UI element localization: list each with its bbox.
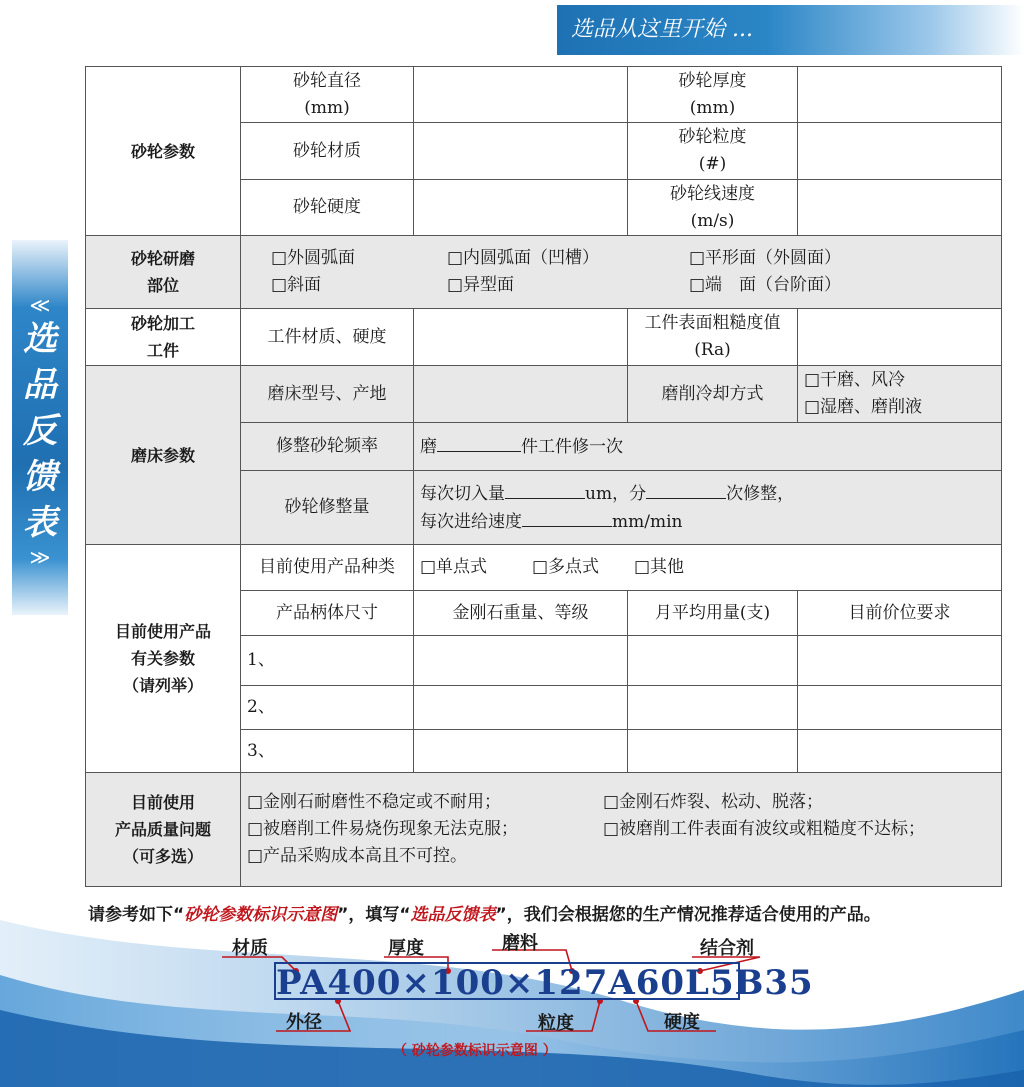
diagram-caption: （ 砂轮参数标识示意图 ） bbox=[393, 1043, 557, 1059]
text: 请参考如下“ bbox=[88, 905, 185, 925]
col-header: 月平均用量(支) bbox=[628, 591, 798, 636]
checkbox-option[interactable]: □多点式 bbox=[532, 557, 600, 577]
table-cell[interactable] bbox=[414, 730, 628, 773]
instruction-note bbox=[88, 900, 881, 925]
label-hardness-tag: 硬度 bbox=[664, 1012, 700, 1033]
label-grit: 砂轮粒度 (#) bbox=[628, 123, 798, 180]
label-workpiece: 工件材质、硬度 bbox=[241, 309, 414, 366]
cooling-options bbox=[798, 366, 1002, 423]
section-workpiece: 砂轮加工 工件 bbox=[86, 309, 241, 366]
col-header: 金刚石重量、等级 bbox=[414, 591, 628, 636]
text: um，分 bbox=[585, 483, 647, 504]
side-char: 反 bbox=[23, 411, 57, 451]
checkbox-option[interactable]: □湿磨、磨削液 bbox=[804, 397, 923, 417]
dress-frequency-field bbox=[414, 423, 1002, 471]
checkbox-option[interactable]: □被磨削工件表面有波纹或粗糙度不达标； bbox=[603, 819, 926, 839]
label-outer-tag: 外径 bbox=[286, 1012, 322, 1033]
section-grinder-params: 磨床参数 bbox=[86, 366, 241, 545]
field-diameter[interactable] bbox=[414, 67, 628, 123]
col-header: 目前价位要求 bbox=[798, 591, 1002, 636]
text: 每次切入量 bbox=[420, 483, 505, 504]
quality-issue-options bbox=[241, 773, 1002, 887]
section-quality-issues: 目前使用 产品质量问题 （可多选） bbox=[86, 773, 241, 887]
text: 磨 bbox=[420, 436, 437, 457]
checkbox-option[interactable]: □被磨削工件易烧伤现象无法克服； bbox=[247, 819, 519, 839]
label-cooling: 磨削冷却方式 bbox=[628, 366, 798, 423]
checkbox-option[interactable]: □金刚石耐磨性不稳定或不耐用； bbox=[247, 792, 502, 812]
table-row-label: 1、 bbox=[241, 636, 414, 686]
label-dress-amount: 砂轮修整量 bbox=[241, 471, 414, 545]
field-material[interactable] bbox=[414, 123, 628, 180]
table-cell[interactable] bbox=[414, 636, 628, 686]
table-row-label: 2、 bbox=[241, 686, 414, 730]
side-char: 表 bbox=[23, 503, 57, 543]
label-current-type: 目前使用产品种类 bbox=[241, 545, 414, 591]
checkbox-option[interactable]: □单点式 bbox=[420, 557, 488, 577]
label-machine: 磨床型号、产地 bbox=[241, 366, 414, 423]
blank-input[interactable] bbox=[437, 433, 521, 452]
field-machine[interactable] bbox=[414, 366, 628, 423]
label-material: 砂轮材质 bbox=[241, 123, 414, 180]
current-type-options bbox=[414, 545, 1002, 591]
checkbox-option[interactable]: □外圆弧面 bbox=[271, 248, 356, 268]
field-grit[interactable] bbox=[798, 123, 1002, 180]
field-hardness[interactable] bbox=[414, 180, 628, 236]
label-hardness: 砂轮硬度 bbox=[241, 180, 414, 236]
table-cell[interactable] bbox=[798, 636, 1002, 686]
field-thickness[interactable] bbox=[798, 67, 1002, 123]
table-cell[interactable] bbox=[628, 686, 798, 730]
checkbox-option[interactable]: □产品采购成本高且不可控。 bbox=[247, 846, 468, 866]
label-material-tag: 材质 bbox=[232, 938, 268, 959]
table-cell[interactable] bbox=[628, 636, 798, 686]
text: ”，我们会根据您的生产情况推荐适合使用的产品。 bbox=[495, 905, 881, 925]
label-bond-tag: 结合剂 bbox=[700, 938, 754, 959]
label-speed: 砂轮线速度 (m/s) bbox=[628, 180, 798, 236]
label-thickness: 砂轮厚度 (mm) bbox=[628, 67, 798, 123]
label-dress-frequency: 修整砂轮频率 bbox=[241, 423, 414, 471]
blank-input[interactable] bbox=[522, 508, 612, 527]
section-current-products: 目前使用产品 有关参数 （请列举） bbox=[86, 545, 241, 773]
checkbox-option[interactable]: □平形面（外圆面） bbox=[689, 248, 842, 268]
field-workpiece[interactable] bbox=[414, 309, 628, 366]
text: mm/min bbox=[612, 511, 683, 532]
checkbox-option[interactable]: □其他 bbox=[634, 557, 685, 577]
field-speed[interactable] bbox=[798, 180, 1002, 236]
label-grit-tag: 粒度 bbox=[538, 1013, 574, 1034]
side-title bbox=[12, 240, 68, 615]
table-cell[interactable] bbox=[798, 686, 1002, 730]
blank-input[interactable] bbox=[505, 480, 585, 499]
table-row-label: 3、 bbox=[241, 730, 414, 773]
checkbox-option[interactable]: □内圆弧面（凹槽） bbox=[447, 248, 600, 268]
table-cell[interactable] bbox=[798, 730, 1002, 773]
side-char: 选 bbox=[23, 319, 57, 359]
feedback-form-table bbox=[85, 66, 1002, 887]
wheel-code: PA400×100×127A60L5B35 bbox=[276, 963, 814, 1003]
text: 选品反馈表 bbox=[410, 905, 496, 925]
field-roughness[interactable] bbox=[798, 309, 1002, 366]
label-roughness: 工件表面粗糙度值 (Ra) bbox=[628, 309, 798, 366]
side-char: 馈 bbox=[23, 457, 57, 497]
table-cell[interactable] bbox=[628, 730, 798, 773]
label-thickness-tag: 厚度 bbox=[388, 938, 424, 959]
checkbox-option[interactable]: □异型面 bbox=[447, 275, 515, 295]
label-diameter: 砂轮直径 (mm) bbox=[241, 67, 414, 123]
checkbox-option[interactable]: □金刚石炸裂、松动、脱落； bbox=[603, 792, 824, 812]
banner-title: 选品从这里开始 ... bbox=[557, 5, 1024, 55]
col-header: 产品柄体尺寸 bbox=[241, 591, 414, 636]
label-abrasive-tag: 磨料 bbox=[502, 933, 538, 954]
dress-amount-field bbox=[414, 471, 1002, 545]
checkbox-option[interactable]: □干磨、风冷 bbox=[804, 370, 906, 390]
chevron-down-icon: ≫ bbox=[29, 545, 51, 569]
grinding-position-options bbox=[241, 236, 1002, 309]
section-grinding-position: 砂轮研磨 部位 bbox=[86, 236, 241, 309]
checkbox-option[interactable]: □斜面 bbox=[271, 275, 322, 295]
blank-input[interactable] bbox=[646, 480, 726, 499]
section-wheel-params: 砂轮参数 bbox=[86, 67, 241, 236]
checkbox-option[interactable]: □端 面（台阶面） bbox=[689, 275, 842, 295]
text: 次修整， bbox=[726, 483, 795, 504]
chevron-up-icon: ≪ bbox=[29, 293, 51, 317]
text: ”，填写“ bbox=[337, 905, 411, 925]
table-cell[interactable] bbox=[414, 686, 628, 730]
side-char: 品 bbox=[23, 365, 57, 405]
text: 每次进给速度 bbox=[420, 511, 522, 532]
text: 砂轮参数标识示意图 bbox=[184, 905, 338, 925]
text: 件工件修一次 bbox=[521, 436, 623, 457]
